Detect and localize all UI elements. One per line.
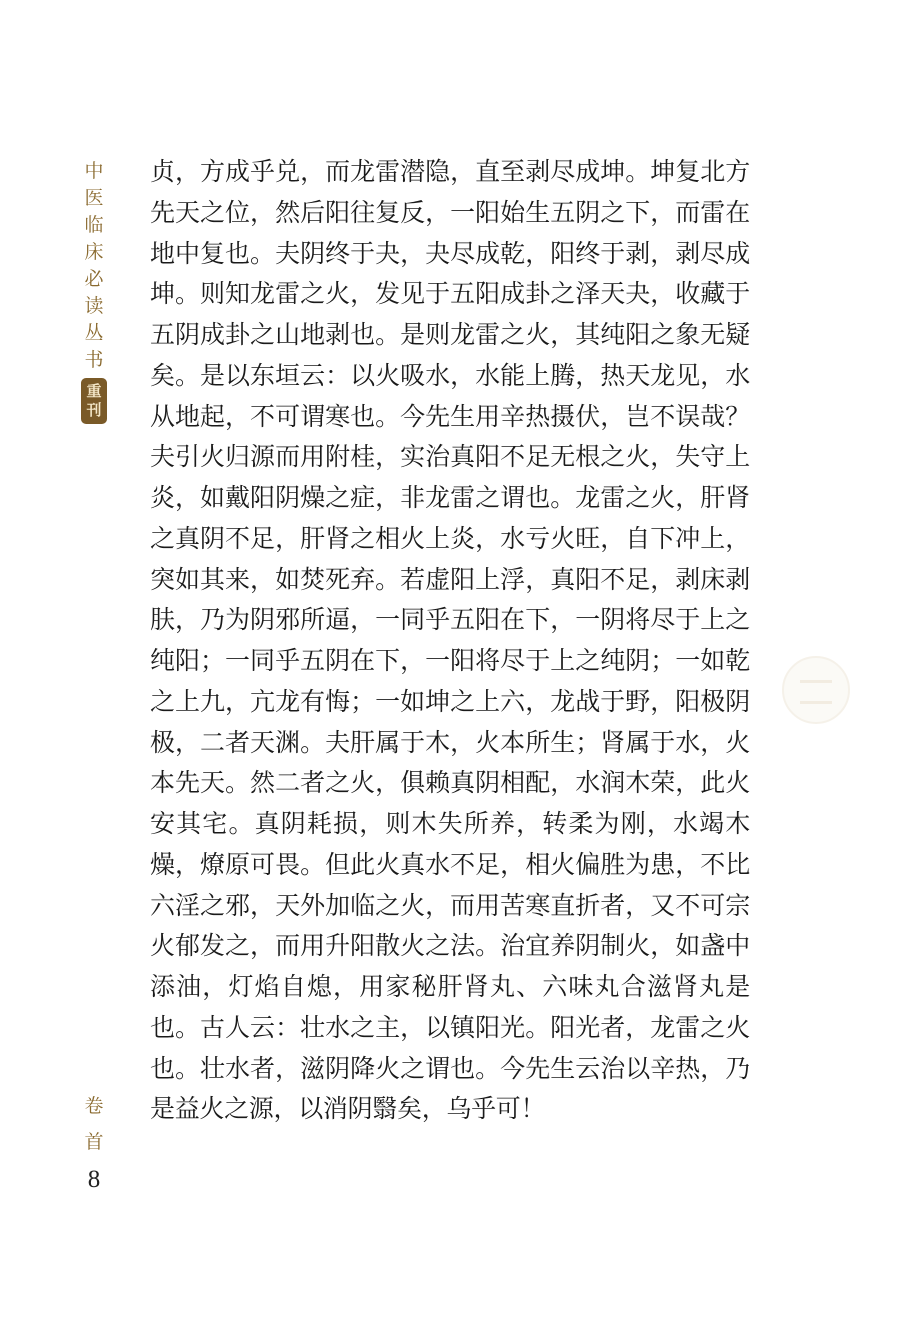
series-title-char: 丛: [84, 322, 104, 344]
series-title-char: 书: [84, 349, 104, 371]
series-title-char: 中: [84, 160, 104, 182]
series-title-char: 医: [84, 187, 104, 209]
chapter-label-vertical: [80, 1088, 108, 1160]
page-number: 8: [87, 1166, 101, 1193]
chapter-label-char: 卷: [84, 1095, 104, 1117]
main-body-text: 贞，方成乎兑，而龙雷潜隐，直至剥尽成坤。坤复北方先天之位，然后阳往复反，一阳始生五阴之下，而雷在地中复也。夫阴终于夬，夬尽成乾，阳终于剥，剥尽成坤。则知龙雷之火，发见于五阳成卦之泽天夬，收藏于五阴成卦之山地剥也。是则龙雷之火，其纯阳之象无疑矣。是以东垣云：以火吸水，水能上腾，热天龙见，水从地起，不可谓寒也。今先生用辛热摄伏，岂不误哉？夫引火归源而用附桂，实治真阳不足无根之火，失守上炎，如戴阳阴燥之症，非龙雷之谓也。龙雷之火，肝肾之真阴不足，肝肾之相火上炎，水亏火旺，自下冲上，突如其来，如焚死弃。若虚阳上浮，真阳不足，剥床剥肤，乃为阴邪所逼，一同乎五阳在下，一阴将尽于上之纯阳；一同乎五阴在下，一阳将尽于上之纯阴；一如乾之上九，亢龙有悔；一如坤之上六，龙战于野，阳极阴极，二者天渊。夫肝属于木，火本所生；肾属于水，火本先天。然二者之火，俱赖真阴相配，水润木荣，此火安其宅。真阴耗损，则木失所养，转柔为刚，水竭木燥，燎原可畏。但此火真水不足，相火偏胜为患，不比六淫之邪，天外加临之火，而用苦寒直折者，又不可宗火郁发之，而用升阳散火之法。治宜养阴制火，如盏中添油，灯焰自熄，用家秘肝肾丸、六味丸合滋肾丸是也。古人云：壮水之主，以镇阳光。阳光者，龙雷之火也。壮水者，滋阴降火之谓也。今先生云治以辛热，乃是益火之源，以消阴翳矣，乌乎可！: [150, 157, 750, 1124]
watermark-logo-icon: [782, 656, 850, 724]
reprint-seal-badge: [81, 378, 107, 424]
series-title-vertical: [80, 158, 108, 424]
chapter-label-char: 首: [84, 1131, 104, 1153]
seal-char: 刊: [86, 401, 102, 419]
series-title-char: 床: [84, 241, 104, 263]
series-title-char: 读: [84, 295, 104, 317]
series-title-char: 必: [84, 268, 104, 290]
seal-char: 重: [86, 382, 102, 400]
series-title-char: 临: [84, 214, 104, 236]
